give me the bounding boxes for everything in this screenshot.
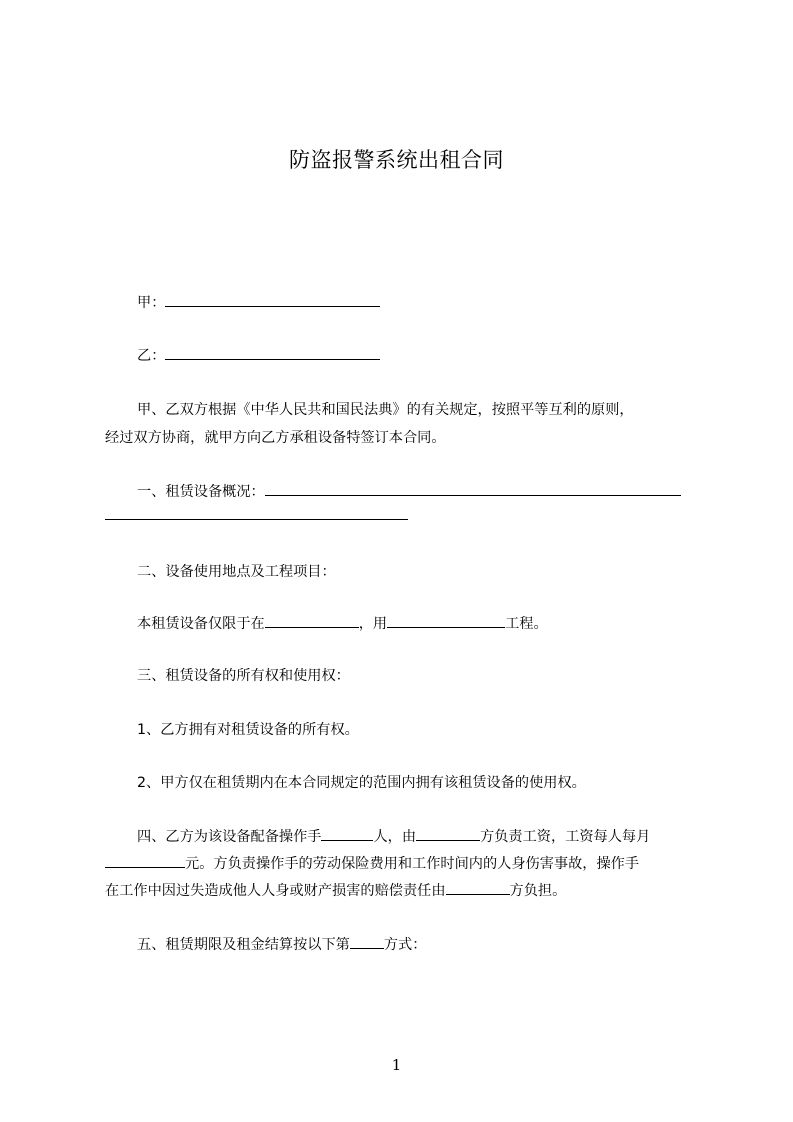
section-2-text-c: 工程。 <box>505 616 548 632</box>
section-5-line <box>137 934 426 954</box>
project-blank <box>387 613 505 628</box>
location-blank <box>265 613 359 628</box>
liability-party-blank <box>446 880 510 895</box>
section-1-blank-2 <box>105 505 408 520</box>
section-4-text-b: 人，由 <box>373 829 417 845</box>
party-b-blank <box>165 345 380 360</box>
intro-line-1: 甲、乙双方根据《中华人民共和国民法典》的有关规定，按照平等互利的原则， <box>137 402 634 418</box>
monthly-wage-blank <box>105 853 185 868</box>
wage-party-blank <box>416 826 480 841</box>
party-a-blank <box>165 292 380 307</box>
section-1-blank <box>265 481 681 496</box>
section-5-text-a: 五、租赁期限及租金结算按以下第 <box>137 937 350 953</box>
section-4-line-3 <box>105 880 566 900</box>
party-b-label: 乙： <box>137 348 166 364</box>
section-1-heading: 一、租赁设备概况： <box>137 484 265 500</box>
section-4-text-d: 元。方负责操作手的劳动保险费用和工作时间内的人身伤害事故，操作手 <box>185 856 640 872</box>
party-b-line <box>137 345 380 365</box>
section-3-item-1: 1、乙方拥有对租赁设备的所有权。 <box>137 722 359 738</box>
section-4-text-f: 方负担。 <box>509 883 567 899</box>
operator-count-blank <box>321 826 373 841</box>
section-4-line-1 <box>137 826 650 846</box>
page-number: 1 <box>391 1056 402 1074</box>
section-2-text <box>137 613 548 633</box>
section-1-line <box>137 481 681 501</box>
section-3-heading: 三、租赁设备的所有权和使用权： <box>137 668 350 684</box>
section-2-text-b: ，用 <box>358 616 388 632</box>
document-title: 防盗报警系统出租合同 <box>289 148 504 172</box>
section-2-heading: 二、设备使用地点及工程项目： <box>137 564 336 580</box>
section-4-text-a: 四、乙方为该设备配备操作手 <box>137 829 322 845</box>
section-4-text-e: 在工作中因过失造成他人人身或财产损害的赔偿责任由 <box>105 883 446 899</box>
section-5-text-b: 方式： <box>383 937 427 953</box>
option-blank <box>350 934 384 949</box>
section-4-text-c: 方负责工资，工资每人每月 <box>480 829 651 845</box>
section-4-line-2 <box>105 853 639 873</box>
section-1-continuation <box>105 505 408 524</box>
intro-line-2: 经过双方协商，就甲方向乙方承租设备特签订本合同。 <box>105 430 446 446</box>
party-a-line <box>137 292 380 312</box>
section-2-text-a: 本租赁设备仅限于在 <box>137 616 265 632</box>
section-3-item-2: 2、甲方仅在租赁期内在本合同规定的范围内拥有该租赁设备的使用权。 <box>137 775 586 791</box>
party-a-label: 甲： <box>137 295 166 311</box>
